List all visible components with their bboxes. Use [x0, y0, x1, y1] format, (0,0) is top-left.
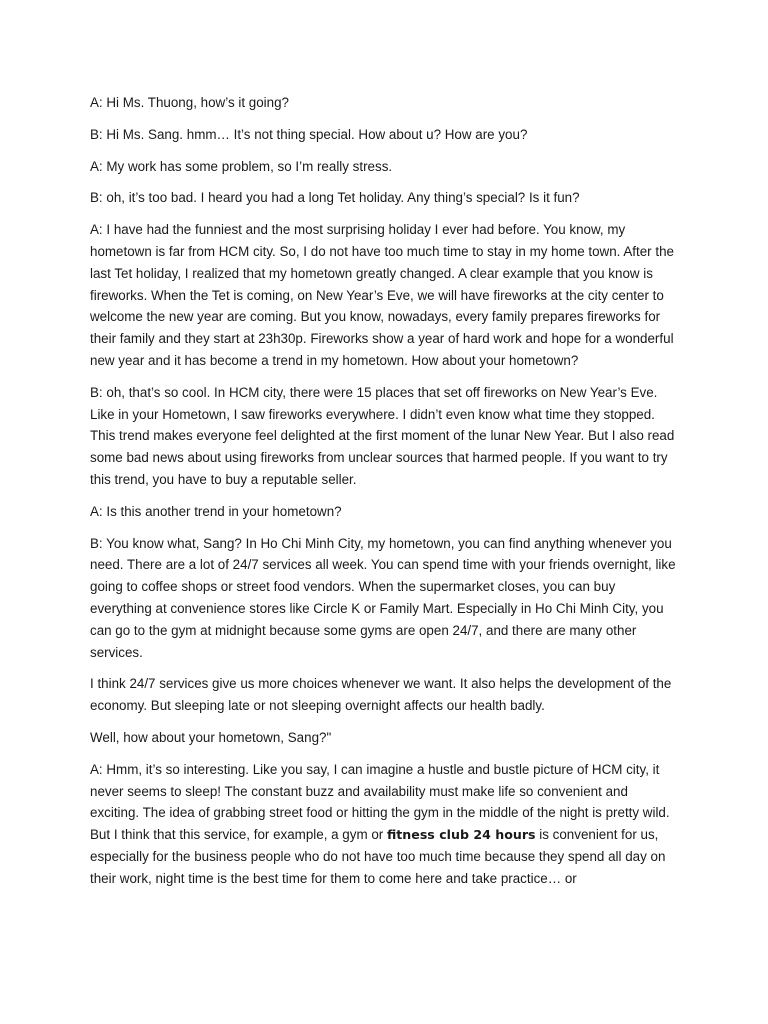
- dialogue-line: A: My work has some problem, so I’m really stress.: [90, 158, 393, 174]
- dialogue-line: A: Is this another trend in your hometown?: [90, 503, 342, 519]
- dialogue-paragraph: I think 24/7 services give us more choices whenever we want. It also helps the development of the economy. But sleeping late or not sleeping overnight affects our health badly.: [90, 676, 672, 714]
- dialogue-paragraph-last: [90, 759, 680, 890]
- text-span: A: Hmm, it’s so interesting. Like you say, I can imagine a hustle and bustle picture of HCM city, it never seems to sleep! The constant buzz and availability must make life so convenient and exciting. The idea of grabbing street food or hitting the gym in the middle of the night is pretty wild. But I think that this service, for example, a gym or: [90, 761, 670, 843]
- dialogue-paragraph: B: oh, that’s so cool. In HCM city, there were 15 places that set off fireworks on New Year’s Eve. Like in your Hometown, I saw fireworks everywhere. I didn’t even know what time they stopped. This trend makes everyone feel delighted at the first moment of the lunar New Year. But I also read some bad news about using fireworks from unclear sources that harmed people. If you want to try this trend, you have to buy a reputable seller.: [90, 384, 675, 487]
- dialogue-line: B: Hi Ms. Sang. hmm… It’s not thing special. How about u? How are you?: [90, 126, 528, 142]
- dialogue-line: A: Hi Ms. Thuong, how’s it going?: [90, 95, 289, 110]
- bold-keyword: fitness club 24 hours: [386, 827, 536, 843]
- document-body: [90, 92, 680, 900]
- dialogue-paragraph: B: You know what, Sang? In Ho Chi Minh City, my hometown, you can find anything whenever you need. There are a lot of 24/7 services all week. You can spend time with your friends overnight, like going to coffee shops or street food vendors. When the supermarket closes, you can buy everything at convenience stores like Circle K or Family Mart. Especially in Ho Chi Minh City, you can go to the gym at midnight because some gyms are open 24/7, and there are many other services.: [90, 535, 676, 660]
- dialogue-line: B: oh, it’s too bad. I heard you had a long Tet holiday. Any thing’s special? Is it fun?: [90, 190, 580, 206]
- text-span: is convenient for us, especially for the business people who do not have too much time because they spend all day on their work, night time is the best time for them to come here and take practice… or: [90, 827, 666, 886]
- dialogue-paragraph: A: I have had the funniest and the most surprising holiday I ever had before. You know, my hometown is far from HCM city. So, I do not have too much time to stay in my home town. After the last Tet holiday, I realized that my hometown greatly changed. A clear example that you know is fireworks. When the Tet is coming, on New Year’s Eve, we will have fireworks at the city center to welcome the new year are coming. But you know, nowadays, every family prepares fireworks for their family and they start at 23h30p. Fireworks show a year of hard work and hope for a wonderful new year and it has become a trend in my hometown. How about your hometown?: [90, 222, 674, 368]
- dialogue-line: Well, how about your hometown, Sang?": [90, 729, 332, 745]
